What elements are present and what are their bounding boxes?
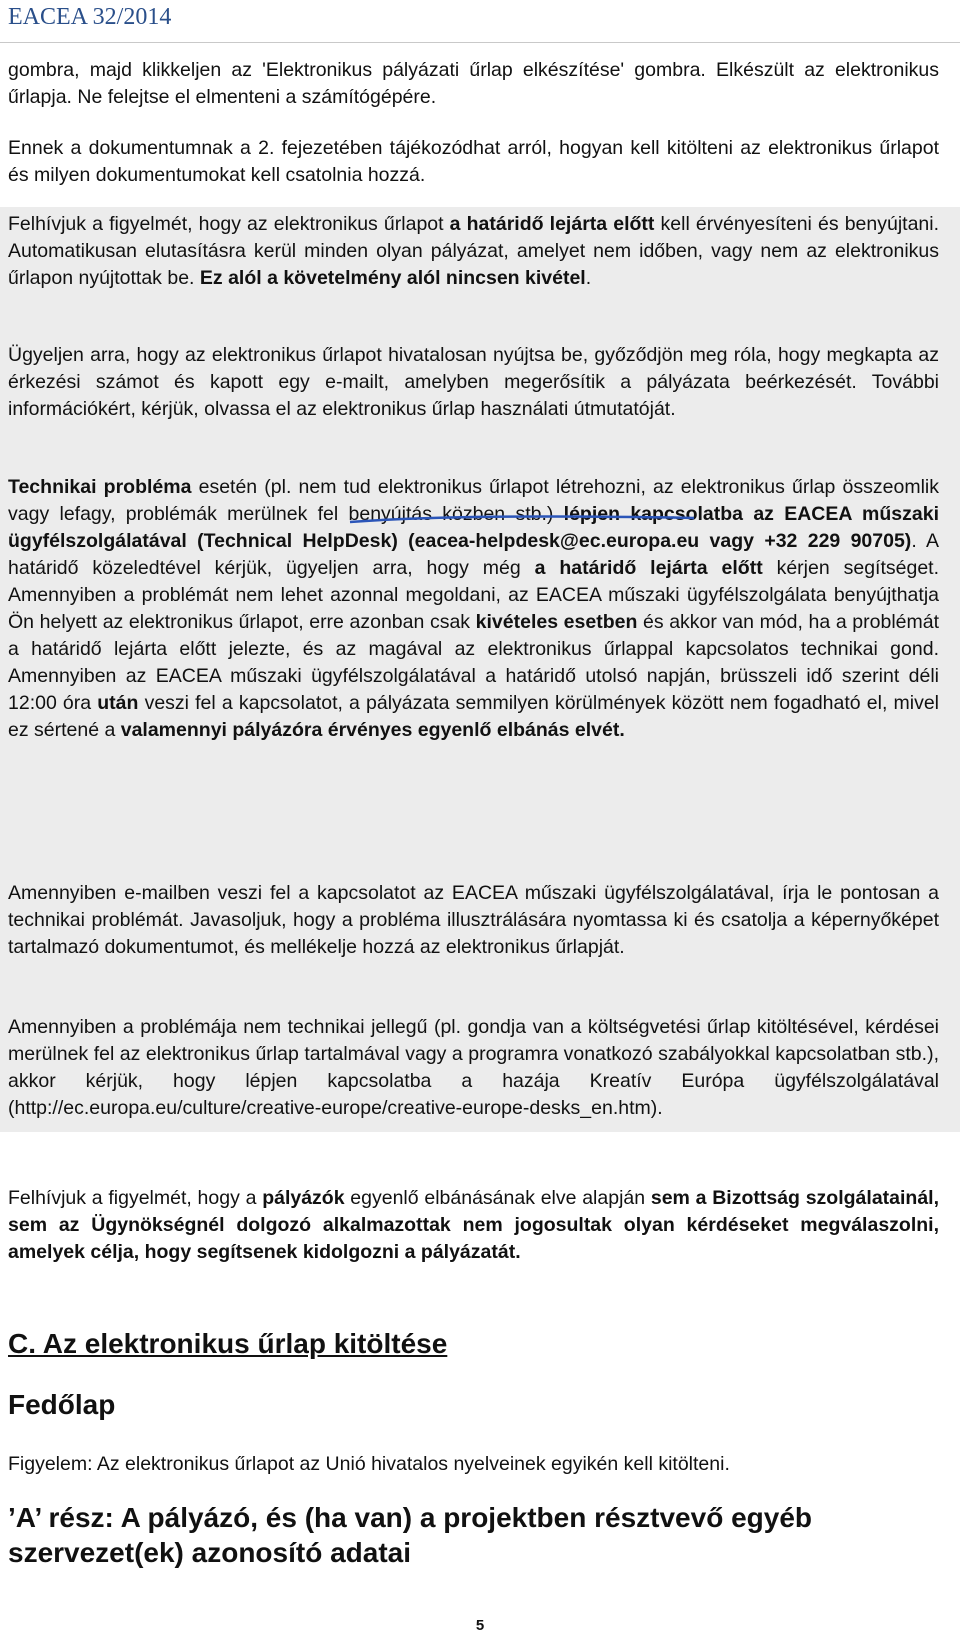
paragraph-equal-treatment: Felhívjuk a figyelmét, hogy a pályázók egyenlő elbánásának elve alapján sem a Bizottság szolgálatainál, sem az Ügynökségnél dolgozó alkalmazottak nem jogosultak olyan kérdéseket megválaszolni, amelyek célja, hogy segítsenek kidolgozni a pályázatát. — [8, 1187, 940, 1263]
paragraph-official-submission: Ügyeljen arra, hogy az elektronikus űrlapot hivatalosan nyújtsa be, győződjön meg róla, hogy megkapta az érkezési számot és kapott egy e-mailt, amelyben megerősítik a pályázata beérkezését. További információkért, kérjük, olvassa el az elektronikus űrlap használati útmutatóját. — [8, 344, 939, 420]
paragraph-technical-problem: Technikai probléma esetén (pl. nem tud elektronikus űrlapot létrehozni, az elektronikus űrlap összeomlik vagy lefagy, problémák merülnek fel benyújtás közben stb.) lépjen kapcsolatba az EACEA műszaki ügyfélszolgálatával (Technical HelpDesk) (eacea-helpdesk@ec.europa.eu vagy +32 229 90705). A határidő közeledtével kérjük, ügyeljen arra, hogy még a határidő lejárta előtt kérjen segítséget. Amennyiben a problémát nem lehet azonnal megoldani, az EACEA műszaki ügyfélszolgálata benyújthatja Ön helyett az elektronikus űrlapot, erre azonban csak kivételes esetben és akkor van mód, ha a problémát a határidő lejárta előtt jelezte, és az magával az elektronikus űrlappal kapcsolatos technikai gond. Amennyiben az EACEA műszaki ügyfélszolgálatával a határidő utolsó napján, brüsszeli idő szerint déli 12:00 óra után veszi fel a kapcsolatot, a pályázata semmilyen körülmények között nem fogadható el, mivel ez sértené a valamennyi pályázóra érvényes egyenlő elbánás elvét. — [8, 476, 940, 741]
document-reference: EACEA 32/2014 — [8, 4, 172, 30]
paragraph-email-contact: Amennyiben e-mailben veszi fel a kapcsolatot az EACEA műszaki ügyfélszolgálatával, írja le pontosan a technikai problémát. Javasoljuk, hogy a probléma illusztrálására nyomtassa ki és csatolja a képernyőképet tartalmazó dokumentumot, és mellékelje hozzá az elektronikus űrlapját. — [8, 882, 939, 958]
section-heading: C. Az elektronikus űrlap kitöltése — [8, 1328, 448, 1359]
pen-annotation-stroke — [348, 512, 698, 526]
helpdesk-email: eacea-helpdesk@ec.europa.eu — [414, 530, 700, 552]
header-divider — [0, 42, 960, 43]
paragraph-chapter-reference: Ennek a dokumentumnak a 2. fejezetében tájékozódhat arról, hogyan kell kitölteni az elektronikus űrlapot és milyen dokumentumokat kell csatolnia hozzá. — [8, 137, 939, 186]
paragraph-deadline-warning: Felhívjuk a figyelmét, hogy az elektronikus űrlapot a határidő lejárta előtt kell érvényesíteni és benyújtani. Automatikusan elutasításra kerül minden olyan pályázat, amelyet nem időben, vagy nem az elektronikus űrlapon nyújtottak be. Ez alól a követelmény alól nincsen kivétel. — [8, 213, 940, 289]
page-number: 5 — [475, 1617, 485, 1634]
subsection-heading: Fedőlap — [8, 1389, 116, 1420]
paragraph-non-technical: Amennyiben a problémája nem technikai jellegű (pl. gondja van a költségvetési űrlap kitöltésével, kérdései merülnek fel az elektronikus űrlap tartalmával vagy a programra vonatkozó szabályokkal kapcsolatban stb.), akkor kérjük, hogy lépjen kapcsolatba a hazája Kreatív Európa ügyfélszolgálatával (http://ec.europa.eu/culture/creative-europe/creative-europe-desks_en.htm). — [8, 1016, 939, 1119]
language-note: Figyelem: Az elektronikus űrlapot az Unió hivatalos nyelveinek egyikén kell kitölteni. — [8, 1453, 730, 1475]
part-heading: ’A’ rész: A pályázó, és (ha van) a projektben résztvevő egyéb szervezet(ek) azonosító adatai — [8, 1502, 813, 1568]
paragraph-submit-instructions: gombra, majd klikkeljen az 'Elektronikus pályázati űrlap elkészítése' gombra. Elkészült az elektronikus űrlapja. Ne felejtse el elmenteni a számítógépére. — [8, 59, 939, 108]
